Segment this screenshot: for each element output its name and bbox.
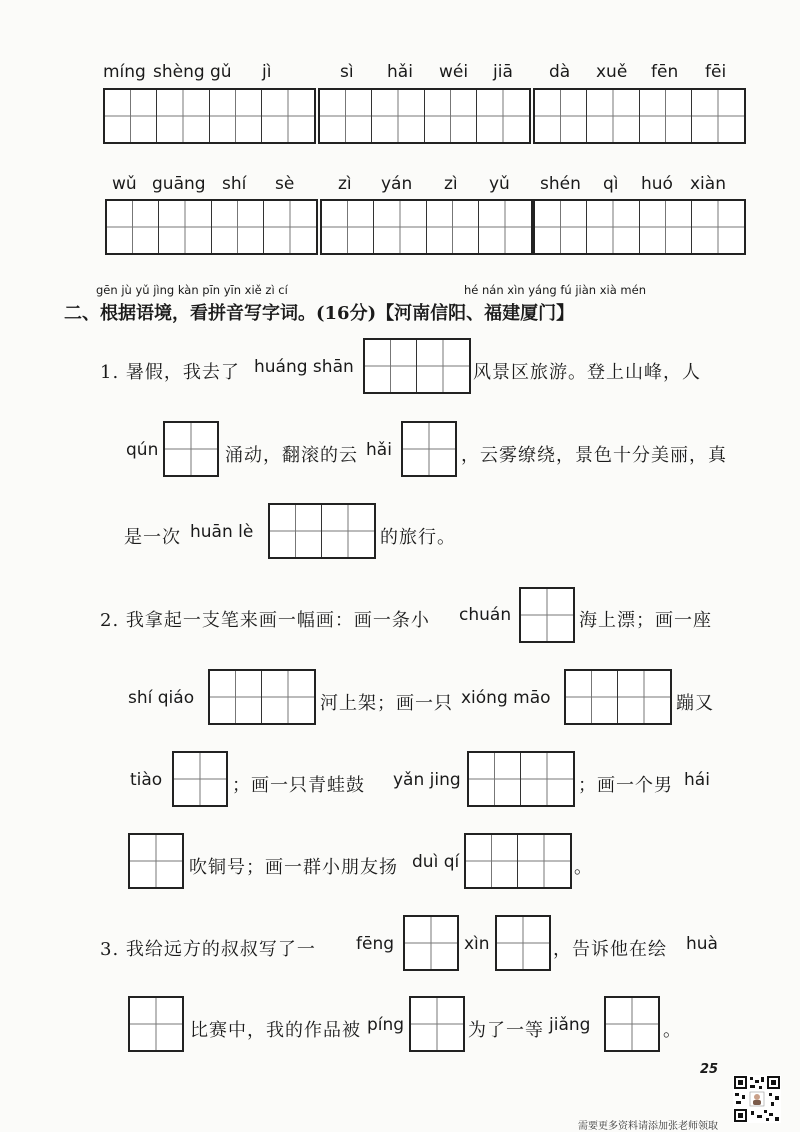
- grid-cell[interactable]: [469, 753, 521, 805]
- pinyin: fēn: [651, 62, 679, 82]
- q2-pinyin-shiqiao: shí qiáo: [128, 688, 195, 708]
- grid-cell[interactable]: [535, 90, 587, 142]
- q1-pinyin-hai: hǎi: [366, 440, 392, 460]
- q1-line2-suffix: ，云雾缭绕，景色十分美丽，真: [461, 445, 727, 466]
- grid-cell[interactable]: [587, 201, 639, 253]
- q2-line2-suffix: 蹦又: [676, 693, 714, 714]
- grid-cell[interactable]: [130, 998, 182, 1050]
- answer-box-1[interactable]: [401, 421, 457, 477]
- pinyin: sè: [275, 174, 295, 194]
- answer-box-4[interactable]: [105, 199, 318, 255]
- answer-box-4[interactable]: [533, 88, 746, 144]
- q1-pinyin-huanle: huān lè: [190, 522, 254, 542]
- q3-line2-suffix: 。: [663, 1020, 682, 1041]
- answer-box-1[interactable]: [128, 833, 184, 889]
- title-pinyin-right: hé nán xìn yáng fú jiàn xià mén: [464, 283, 646, 297]
- q3-line2-mid2: 为了一等: [468, 1020, 544, 1041]
- grid-cell[interactable]: [264, 201, 316, 253]
- title-pinyin-left: gēn jù yǔ jìng kàn pīn yīn xiě zì cí: [96, 283, 288, 297]
- grid-cell[interactable]: [618, 671, 670, 723]
- pinyin: shí: [222, 174, 247, 194]
- pinyin: wéi: [439, 62, 469, 82]
- q1-line1-suffix: 风景区旅游。登上山峰，人: [473, 362, 701, 383]
- grid-cell[interactable]: [157, 90, 209, 142]
- grid-cell[interactable]: [427, 201, 479, 253]
- q2-line3-mid: ；画一只青蛙鼓: [232, 775, 365, 796]
- grid-cell[interactable]: [130, 835, 182, 887]
- answer-box-2[interactable]: [208, 669, 316, 725]
- grid-cell[interactable]: [466, 835, 518, 887]
- q1-line2-mid: 涌动，翻滚的云: [225, 445, 358, 466]
- q2-line1-suffix: 海上漂；画一座: [579, 610, 712, 631]
- pinyin: míng: [103, 62, 146, 82]
- q3-line2-mid: 比赛中，我的作品被: [190, 1020, 361, 1041]
- grid-cell[interactable]: [165, 423, 217, 475]
- qr-code-icon: [733, 1075, 781, 1123]
- q1-pinyin-qun: qún: [126, 440, 159, 460]
- q2-line1-prefix: 2. 我拿起一支笔来画一幅画：画一条小: [100, 610, 430, 631]
- q2-pinyin-xiongmao: xióng māo: [461, 688, 551, 708]
- answer-box-1[interactable]: [163, 421, 219, 477]
- answer-box-2[interactable]: [467, 751, 575, 807]
- grid-cell[interactable]: [320, 90, 372, 142]
- pinyin: guāng: [152, 174, 206, 194]
- q3-pinyin-jiang: jiǎng: [549, 1015, 591, 1035]
- grid-cell[interactable]: [417, 340, 469, 392]
- footer-note: 需要更多资料请添加张老师领取: [578, 1121, 718, 1132]
- grid-cell[interactable]: [107, 201, 159, 253]
- answer-box-4[interactable]: [320, 199, 533, 255]
- grid-cell[interactable]: [262, 671, 314, 723]
- grid-cell[interactable]: [322, 201, 374, 253]
- grid-cell[interactable]: [692, 201, 744, 253]
- grid-cell[interactable]: [365, 340, 417, 392]
- answer-box-1[interactable]: [604, 996, 660, 1052]
- grid-cell[interactable]: [210, 90, 262, 142]
- page-number: 25: [700, 1062, 719, 1077]
- answer-box-1[interactable]: [172, 751, 228, 807]
- q2-line2-mid: 河上架；画一只: [320, 693, 453, 714]
- answer-box-4[interactable]: [318, 88, 531, 144]
- grid-cell[interactable]: [270, 505, 322, 557]
- pinyin: jì: [262, 62, 272, 82]
- q3-pinyin-xin: xìn: [464, 934, 490, 954]
- q1-line3-suffix: 的旅行。: [380, 527, 456, 548]
- pinyin: fēi: [705, 62, 727, 82]
- pinyin: wǔ: [112, 174, 137, 194]
- answer-box-2[interactable]: [464, 833, 572, 889]
- answer-box-2[interactable]: [363, 338, 471, 394]
- q1-pinyin-huangshan: huáng shān: [254, 357, 354, 377]
- answer-box-4[interactable]: [533, 199, 746, 255]
- q3-line1-mid: ，告诉他在绘: [553, 939, 667, 960]
- pinyin: dà: [549, 62, 571, 82]
- q2-pinyin-tiao: tiào: [130, 770, 163, 790]
- q3-pinyin-hua: huà: [686, 934, 718, 954]
- grid-cell[interactable]: [497, 917, 549, 969]
- grid-cell[interactable]: [640, 201, 692, 253]
- answer-box-1[interactable]: [519, 587, 575, 643]
- pinyin: shèng: [153, 62, 205, 82]
- answer-box-1[interactable]: [128, 996, 184, 1052]
- q3-pinyin-feng: fēng: [356, 934, 395, 954]
- section-title: 二、根据语境，看拼音写字词。(16分)【河南信阳、福建厦门】: [64, 303, 575, 324]
- pinyin: huó: [641, 174, 673, 194]
- pinyin: yǔ: [489, 174, 510, 194]
- answer-box-1[interactable]: [403, 915, 459, 971]
- pinyin: xiàn: [690, 174, 726, 194]
- q3-line1-prefix: 3. 我给远方的叔叔写了一: [100, 939, 316, 960]
- q2-line4-suffix: 。: [574, 857, 593, 878]
- pinyin: sì: [340, 62, 354, 82]
- grid-cell[interactable]: [411, 998, 463, 1050]
- grid-cell[interactable]: [521, 589, 573, 641]
- answer-box-1[interactable]: [495, 915, 551, 971]
- grid-cell[interactable]: [479, 201, 531, 253]
- grid-cell[interactable]: [159, 201, 211, 253]
- q2-pinyin-duiqi: duì qí: [412, 852, 460, 872]
- pinyin: qì: [603, 174, 619, 194]
- grid-cell[interactable]: [518, 835, 570, 887]
- grid-cell[interactable]: [262, 90, 314, 142]
- grid-cell[interactable]: [692, 90, 744, 142]
- grid-cell[interactable]: [606, 998, 658, 1050]
- grid-cell[interactable]: [372, 90, 424, 142]
- grid-cell[interactable]: [405, 917, 457, 969]
- answer-box-1[interactable]: [409, 996, 465, 1052]
- q2-pinyin-yanjing: yǎn jing: [393, 770, 461, 790]
- grid-cell[interactable]: [212, 201, 264, 253]
- pinyin: hǎi: [387, 62, 413, 82]
- pinyin: zì: [338, 174, 352, 194]
- grid-cell[interactable]: [403, 423, 455, 475]
- grid-cell[interactable]: [210, 671, 262, 723]
- answer-box-2[interactable]: [268, 503, 376, 559]
- q1-line1-prefix: 1. 暑假，我去了: [100, 362, 240, 383]
- grid-cell[interactable]: [322, 505, 374, 557]
- grid-cell[interactable]: [477, 90, 529, 142]
- grid-cell[interactable]: [640, 90, 692, 142]
- pinyin: gǔ: [210, 62, 232, 82]
- pinyin: zì: [444, 174, 458, 194]
- grid-cell[interactable]: [105, 90, 157, 142]
- grid-cell[interactable]: [587, 90, 639, 142]
- q2-line3-suffix: ；画一个男: [578, 775, 673, 796]
- q2-pinyin-chuan: chuán: [459, 605, 512, 625]
- pinyin: yán: [381, 174, 413, 194]
- q1-line3-prefix: 是一次: [124, 527, 181, 548]
- grid-cell[interactable]: [374, 201, 426, 253]
- q2-pinyin-hai: hái: [684, 770, 710, 790]
- answer-box-2[interactable]: [564, 669, 672, 725]
- grid-cell[interactable]: [566, 671, 618, 723]
- q3-pinyin-ping: píng: [367, 1015, 405, 1035]
- pinyin: jiā: [493, 62, 513, 82]
- grid-cell[interactable]: [425, 90, 477, 142]
- answer-box-4[interactable]: [103, 88, 316, 144]
- grid-cell[interactable]: [535, 201, 587, 253]
- pinyin: shén: [540, 174, 581, 194]
- grid-cell[interactable]: [174, 753, 226, 805]
- q2-line4-mid: 吹铜号；画一群小朋友扬: [189, 857, 398, 878]
- pinyin: xuě: [596, 62, 628, 82]
- grid-cell[interactable]: [521, 753, 573, 805]
